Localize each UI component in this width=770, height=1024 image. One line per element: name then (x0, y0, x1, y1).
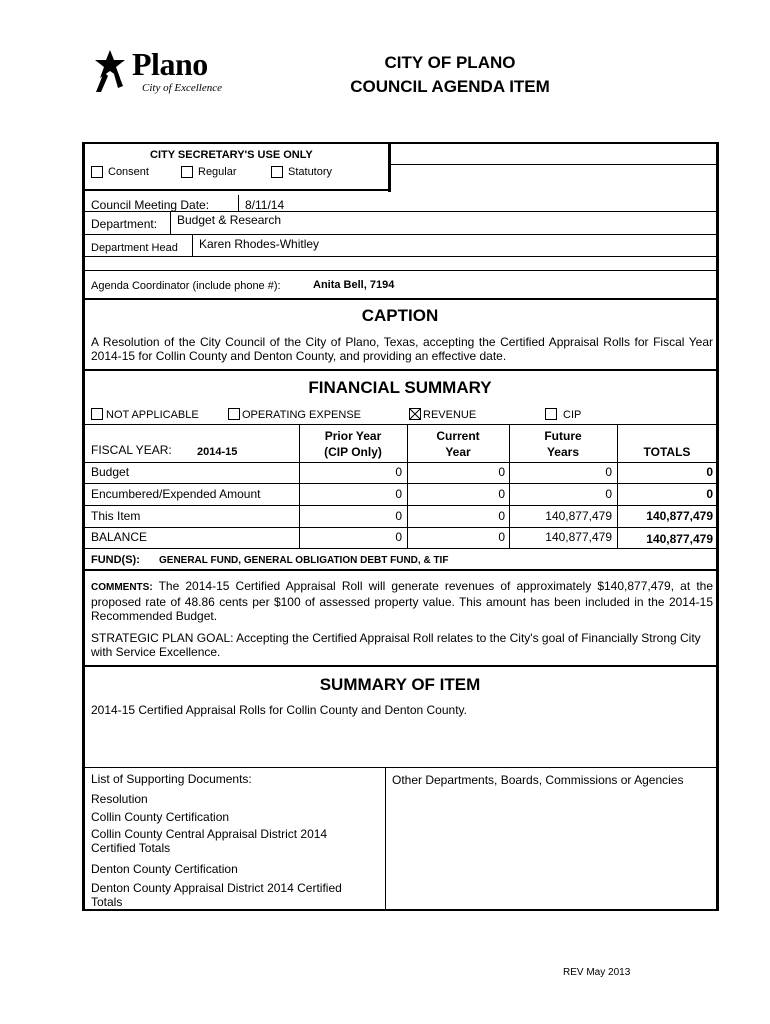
caption-title: CAPTION (361, 306, 439, 325)
meeting-date-label: Council Meeting Date: (91, 198, 210, 212)
comments-label: COMMENTS: (91, 582, 153, 593)
cell-total: 0 (706, 465, 713, 479)
col-prior-line1: Prior Year (324, 429, 382, 443)
cell-prior: 0 (395, 465, 402, 479)
logo-name: Plano (132, 46, 208, 82)
consent-checkbox[interactable] (91, 166, 103, 178)
financial-title: FINANCIAL SUMMARY (308, 378, 492, 397)
department-head-value[interactable]: Karen Rhodes-Whitley (199, 237, 320, 251)
meeting-date-value[interactable]: 8/11/14 (245, 198, 285, 212)
consent-label: Consent (108, 166, 149, 178)
summary-title: SUMMARY OF ITEM (319, 675, 481, 694)
other-departments-title: Other Departments, Boards, Commissions or Agencies (392, 773, 684, 787)
cell-future: 140,877,479 (545, 509, 612, 523)
col-future-line1: Future (544, 429, 582, 443)
supporting-doc-item: Denton County Appraisal District 2014 Certified Totals (91, 881, 342, 909)
revenue-checkbox[interactable] (409, 408, 421, 420)
col-current-line1: Current (436, 429, 480, 443)
cell-total: 0 (706, 487, 713, 501)
cell-current: 0 (498, 487, 505, 501)
revenue-label: REVENUE (423, 409, 477, 421)
cell-prior: 0 (395, 487, 402, 501)
strategic-plan-goal: STRATEGIC PLAN GOAL: Accepting the Certified Appraisal Roll relates to the City's goal of Financially Strong City with Service Excellence. (91, 631, 701, 659)
supporting-doc-item: Denton County Certification (91, 862, 238, 876)
cell-prior: 0 (395, 530, 402, 544)
fiscal-year-value[interactable]: 2014-15 (197, 446, 238, 458)
star-runner-icon (92, 48, 130, 94)
row-label: This Item (91, 509, 141, 523)
not-applicable-label: NOT APPLICABLE (106, 409, 199, 421)
cell-total: 140,877,479 (646, 532, 713, 546)
regular-label: Regular (198, 166, 237, 178)
cip-label: CIP (563, 409, 582, 421)
department-head-label: Department Head (91, 242, 178, 254)
department-value[interactable]: Budget & Research (177, 213, 282, 227)
summary-text: 2014-15 Certified Appraisal Rolls for Collin County and Denton County. (91, 703, 467, 717)
regular-checkbox[interactable] (181, 166, 193, 178)
coordinator-label: Agenda Coordinator (include phone #): (91, 280, 281, 292)
secretary-title: CITY SECRETARY'S USE ONLY (150, 149, 313, 161)
cell-future: 0 (605, 487, 612, 501)
cell-current: 0 (498, 530, 505, 544)
supporting-doc-item: Collin County Central Appraisal District 2014 Certified Totals (91, 827, 328, 855)
revision-note: REV May 2013 (563, 967, 631, 978)
cell-current: 0 (498, 509, 505, 523)
operating-expense-checkbox[interactable] (228, 408, 240, 420)
supporting-doc-item: Resolution (91, 792, 148, 806)
coordinator-value[interactable]: Anita Bell, 7194 (313, 279, 395, 291)
header-title-line2: COUNCIL AGENDA ITEM (350, 77, 550, 96)
cip-checkbox[interactable] (545, 408, 557, 420)
col-future-line2: Years (546, 445, 580, 459)
row-label: BALANCE (91, 530, 148, 544)
fiscal-year-label: FISCAL YEAR: (91, 443, 172, 457)
cell-prior: 0 (395, 509, 402, 523)
cell-current: 0 (498, 465, 505, 479)
statutory-checkbox[interactable] (271, 166, 283, 178)
supporting-doc-item: Collin County Certification (91, 810, 230, 824)
check-x-icon (410, 409, 420, 419)
row-label: Budget (91, 465, 130, 479)
header-title-line1: CITY OF PLANO (384, 53, 516, 72)
col-current-line2: Year (445, 445, 471, 459)
row-label: Encumbered/Expended Amount (91, 487, 261, 501)
cell-future: 0 (605, 465, 612, 479)
col-totals: TOTALS (643, 445, 691, 459)
supporting-docs-title: List of Supporting Documents: (91, 772, 252, 786)
funds-value: GENERAL FUND, GENERAL OBLIGATION DEBT FUND, & TIF (159, 555, 449, 566)
funds-label: FUND(S): (91, 554, 140, 566)
statutory-label: Statutory (288, 166, 333, 178)
not-applicable-checkbox[interactable] (91, 408, 103, 420)
logo-tagline: City of Excellence (142, 82, 223, 94)
department-label: Department: (91, 217, 158, 231)
cell-future: 140,877,479 (545, 530, 612, 544)
cell-total: 140,877,479 (646, 509, 713, 523)
caption-text: A Resolution of the City Council of the City of Plano, Texas, accepting the Certified Appraisal Rolls for Fiscal Year 2014-15 for Collin County and Denton County, and providing an effective date. (91, 335, 713, 363)
operating-expense-label: OPERATING EXPENSE (242, 409, 361, 421)
comments-block (91, 579, 713, 623)
city-logo (92, 46, 232, 100)
comments-text: The 2014-15 Certified Appraisal Roll will generate revenues of approximately $140,877,479, at the proposed rate of 48.86 cents per $100 of assessed property value. This amount has been included in the 2014-15 Recommended Budget. (91, 579, 713, 623)
col-prior-line2: (CIP Only) (324, 445, 382, 459)
